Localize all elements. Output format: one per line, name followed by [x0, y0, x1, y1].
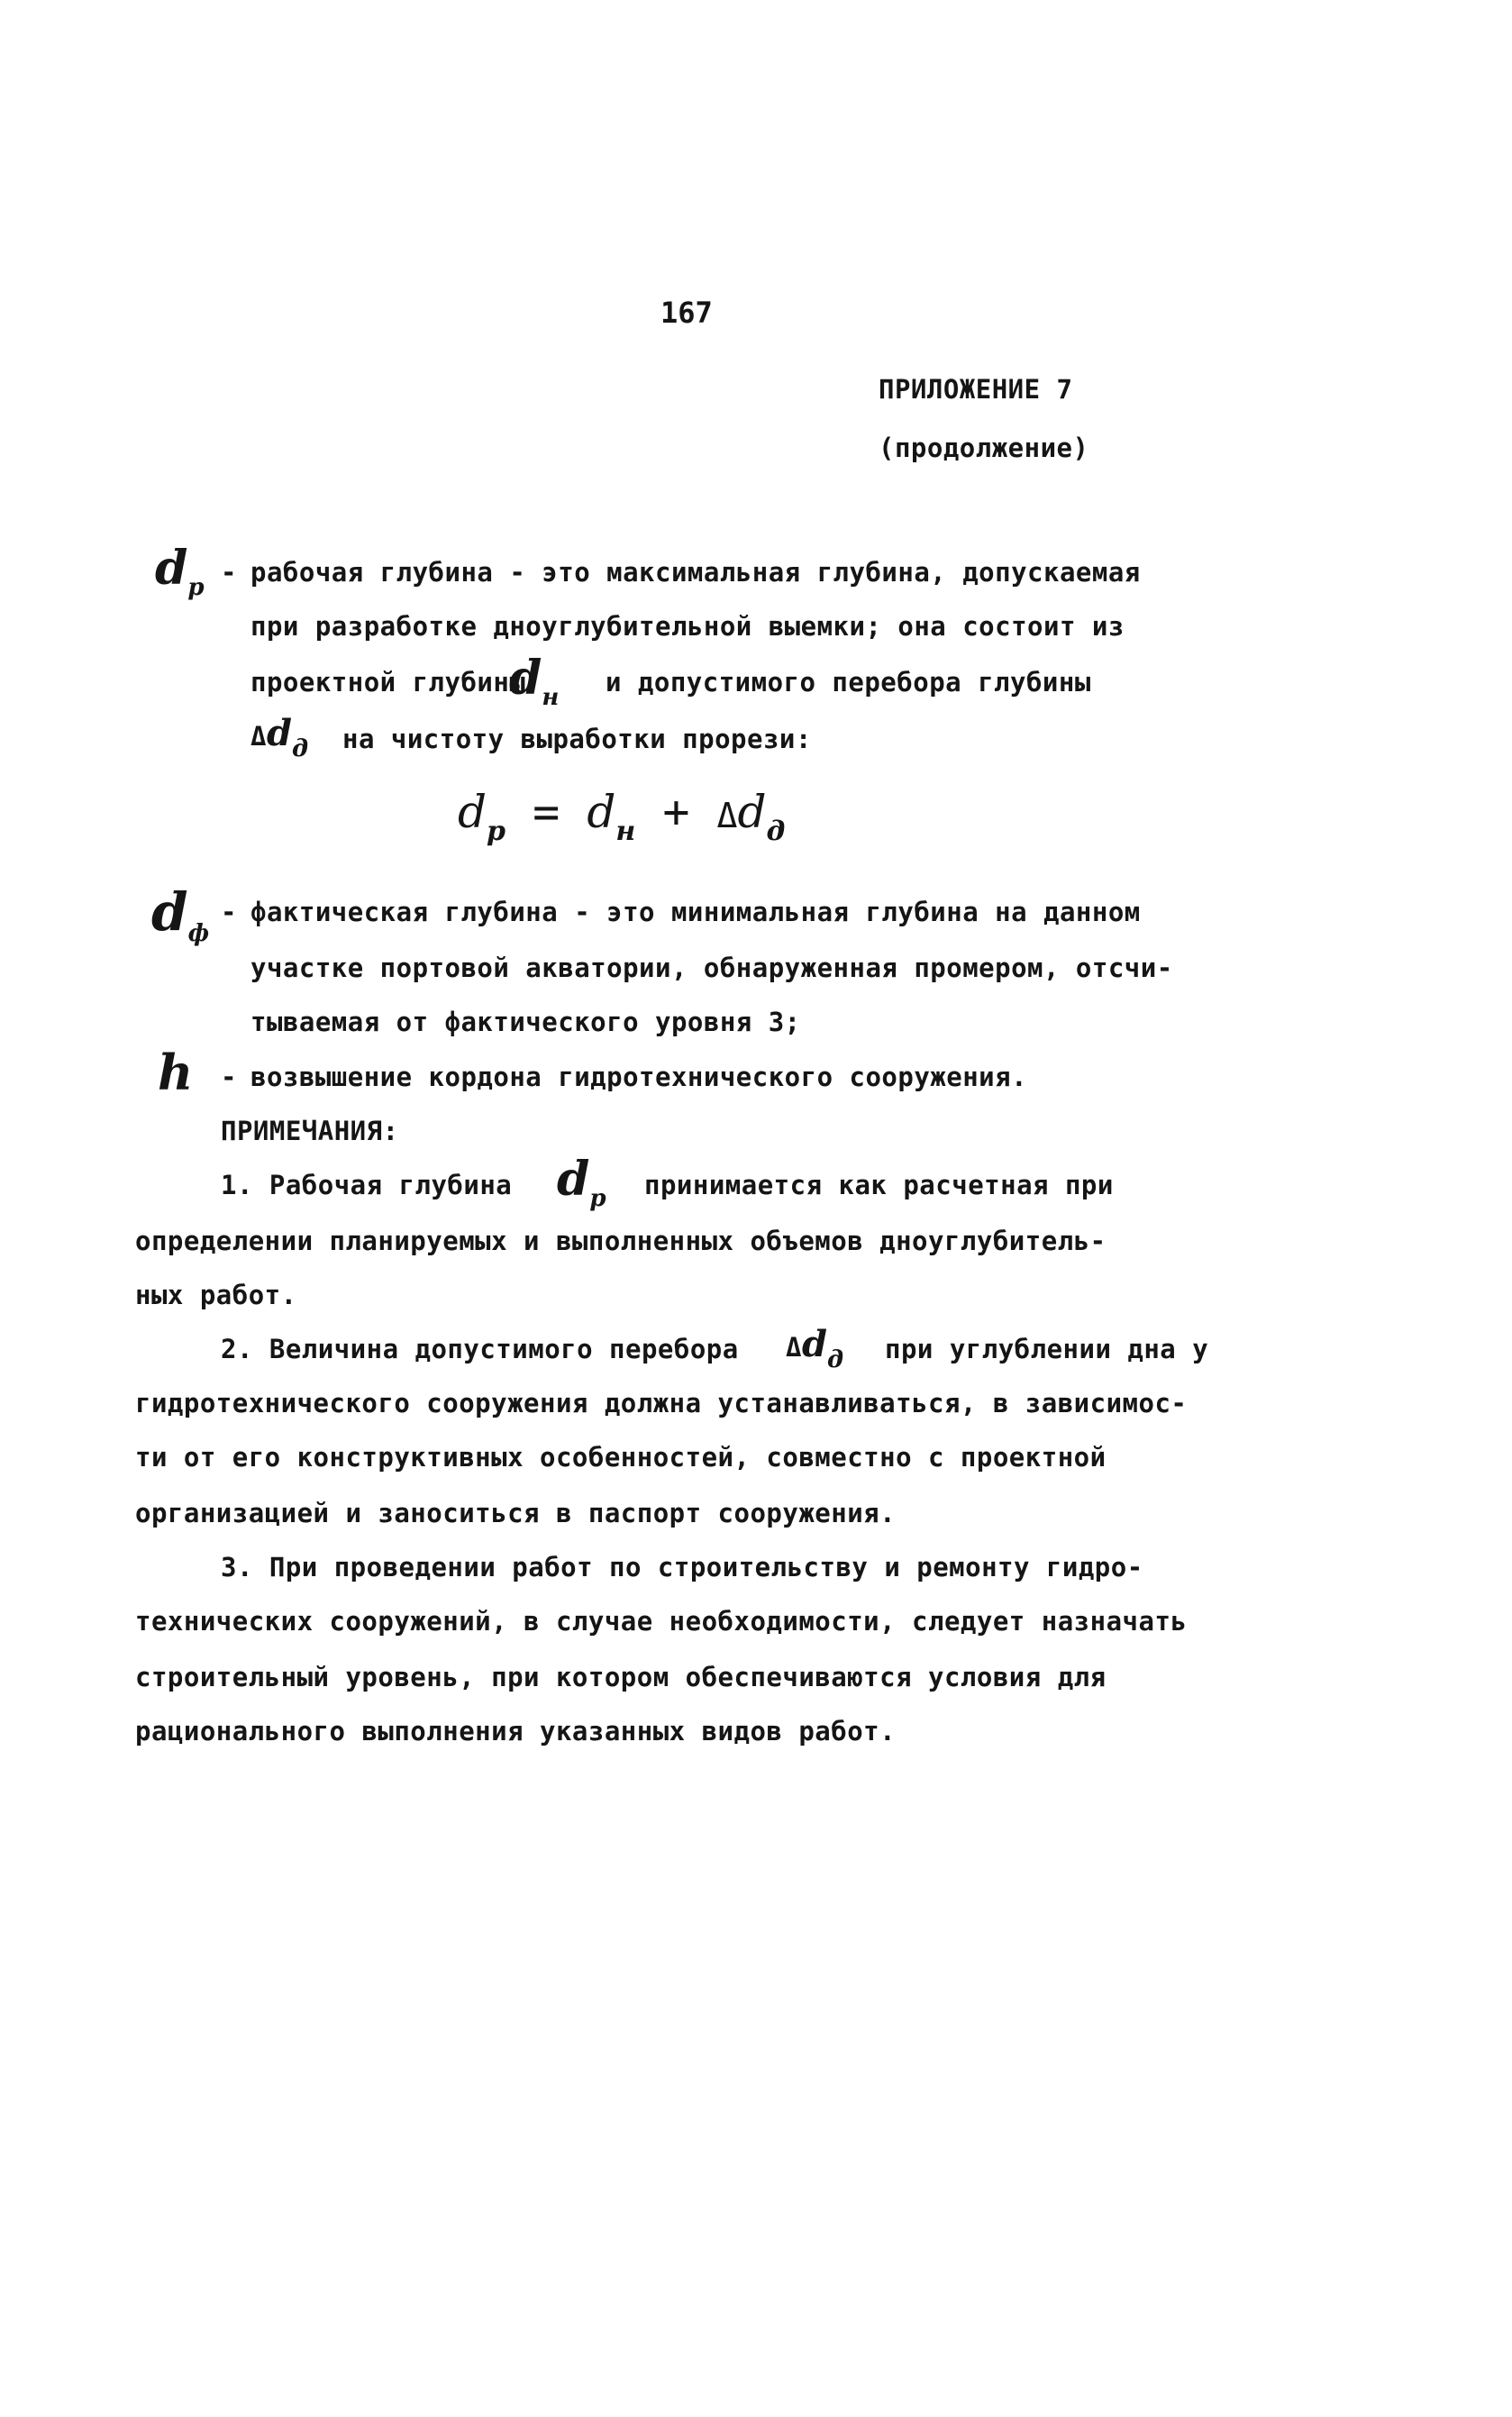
- note1-line-3: ных работ.: [135, 1280, 297, 1310]
- dp-line-3a: проектной глубины: [250, 667, 526, 698]
- dp-line-3b: и допустимого перебора глубины: [606, 667, 1091, 698]
- note3-line-1: 3. При проведении работ по строительству и ремонту гидро-: [221, 1552, 1143, 1582]
- note2-line-2: гидротехнического сооружения должна устанавливаться, в зависимос-: [135, 1388, 1188, 1418]
- df-line-3: тываемая от фактического уровня 3;: [250, 1007, 801, 1037]
- note2-ddg-symbol: Δdд: [786, 1323, 844, 1373]
- note2-start: 2. Величина допустимого перебора: [221, 1334, 739, 1364]
- dp-line-4: на чистоту выработки прорези:: [342, 724, 812, 754]
- h-symbol: h: [158, 1044, 194, 1101]
- dp-line-2: при разработке дноуглубительной выемки; она состоит из: [250, 611, 1125, 642]
- df-dash: -: [221, 897, 237, 927]
- note3-line-4: рационального выполнения указанных видов работ.: [135, 1716, 897, 1747]
- dp-formula: $d_р = d_н + \Delta d_д$: [458, 786, 786, 847]
- note1-dp-symbol: dр: [557, 1152, 606, 1212]
- note3-line-2: технических сооружений, в случае необходимости, следует назначать: [135, 1606, 1188, 1637]
- note1-line-2: определении планируемых и выполненных объемов дноуглубитель-: [135, 1226, 1107, 1256]
- note1-end: принимается как расчетная при: [644, 1170, 1114, 1200]
- delta-dg-inline-symbol: Δdд: [250, 712, 309, 762]
- dp-line-1: рабочая глубина - это максимальная глубина, допускаемая: [250, 557, 1141, 588]
- df-line-2: участке портовой акватории, обнаруженная промером, отсчи-: [250, 953, 1173, 983]
- dp-symbol: dр: [155, 541, 205, 601]
- note3-line-3: строительный уровень, при котором обеспечиваются условия для: [135, 1662, 1107, 1692]
- df-line-1: фактическая глубина - это минимальная глубина на данном: [250, 897, 1141, 927]
- h-line: возвышение кордона гидротехнического сооружения.: [250, 1062, 1028, 1092]
- page-number: 167: [660, 296, 713, 330]
- dp-dash: -: [221, 557, 237, 588]
- note1-start: 1. Рабочая глубина: [221, 1170, 513, 1200]
- h-dash: -: [221, 1062, 237, 1092]
- notes-heading: ПРИМЕЧАНИЯ:: [221, 1116, 399, 1146]
- df-symbol: dф: [151, 881, 210, 947]
- dn-inline-symbol: dн: [509, 651, 560, 711]
- note2-line-3: ти от его конструктивных особенностей, совместно с проектной: [135, 1442, 1107, 1473]
- note2-end: при углублении дна у: [885, 1334, 1209, 1364]
- appendix-title: ПРИЛОЖЕНИЕ 7: [879, 374, 1073, 405]
- appendix-subtitle: (продолжение): [879, 433, 1089, 463]
- note2-line-4: организацией и заноситься в паспорт сооружения.: [135, 1498, 897, 1528]
